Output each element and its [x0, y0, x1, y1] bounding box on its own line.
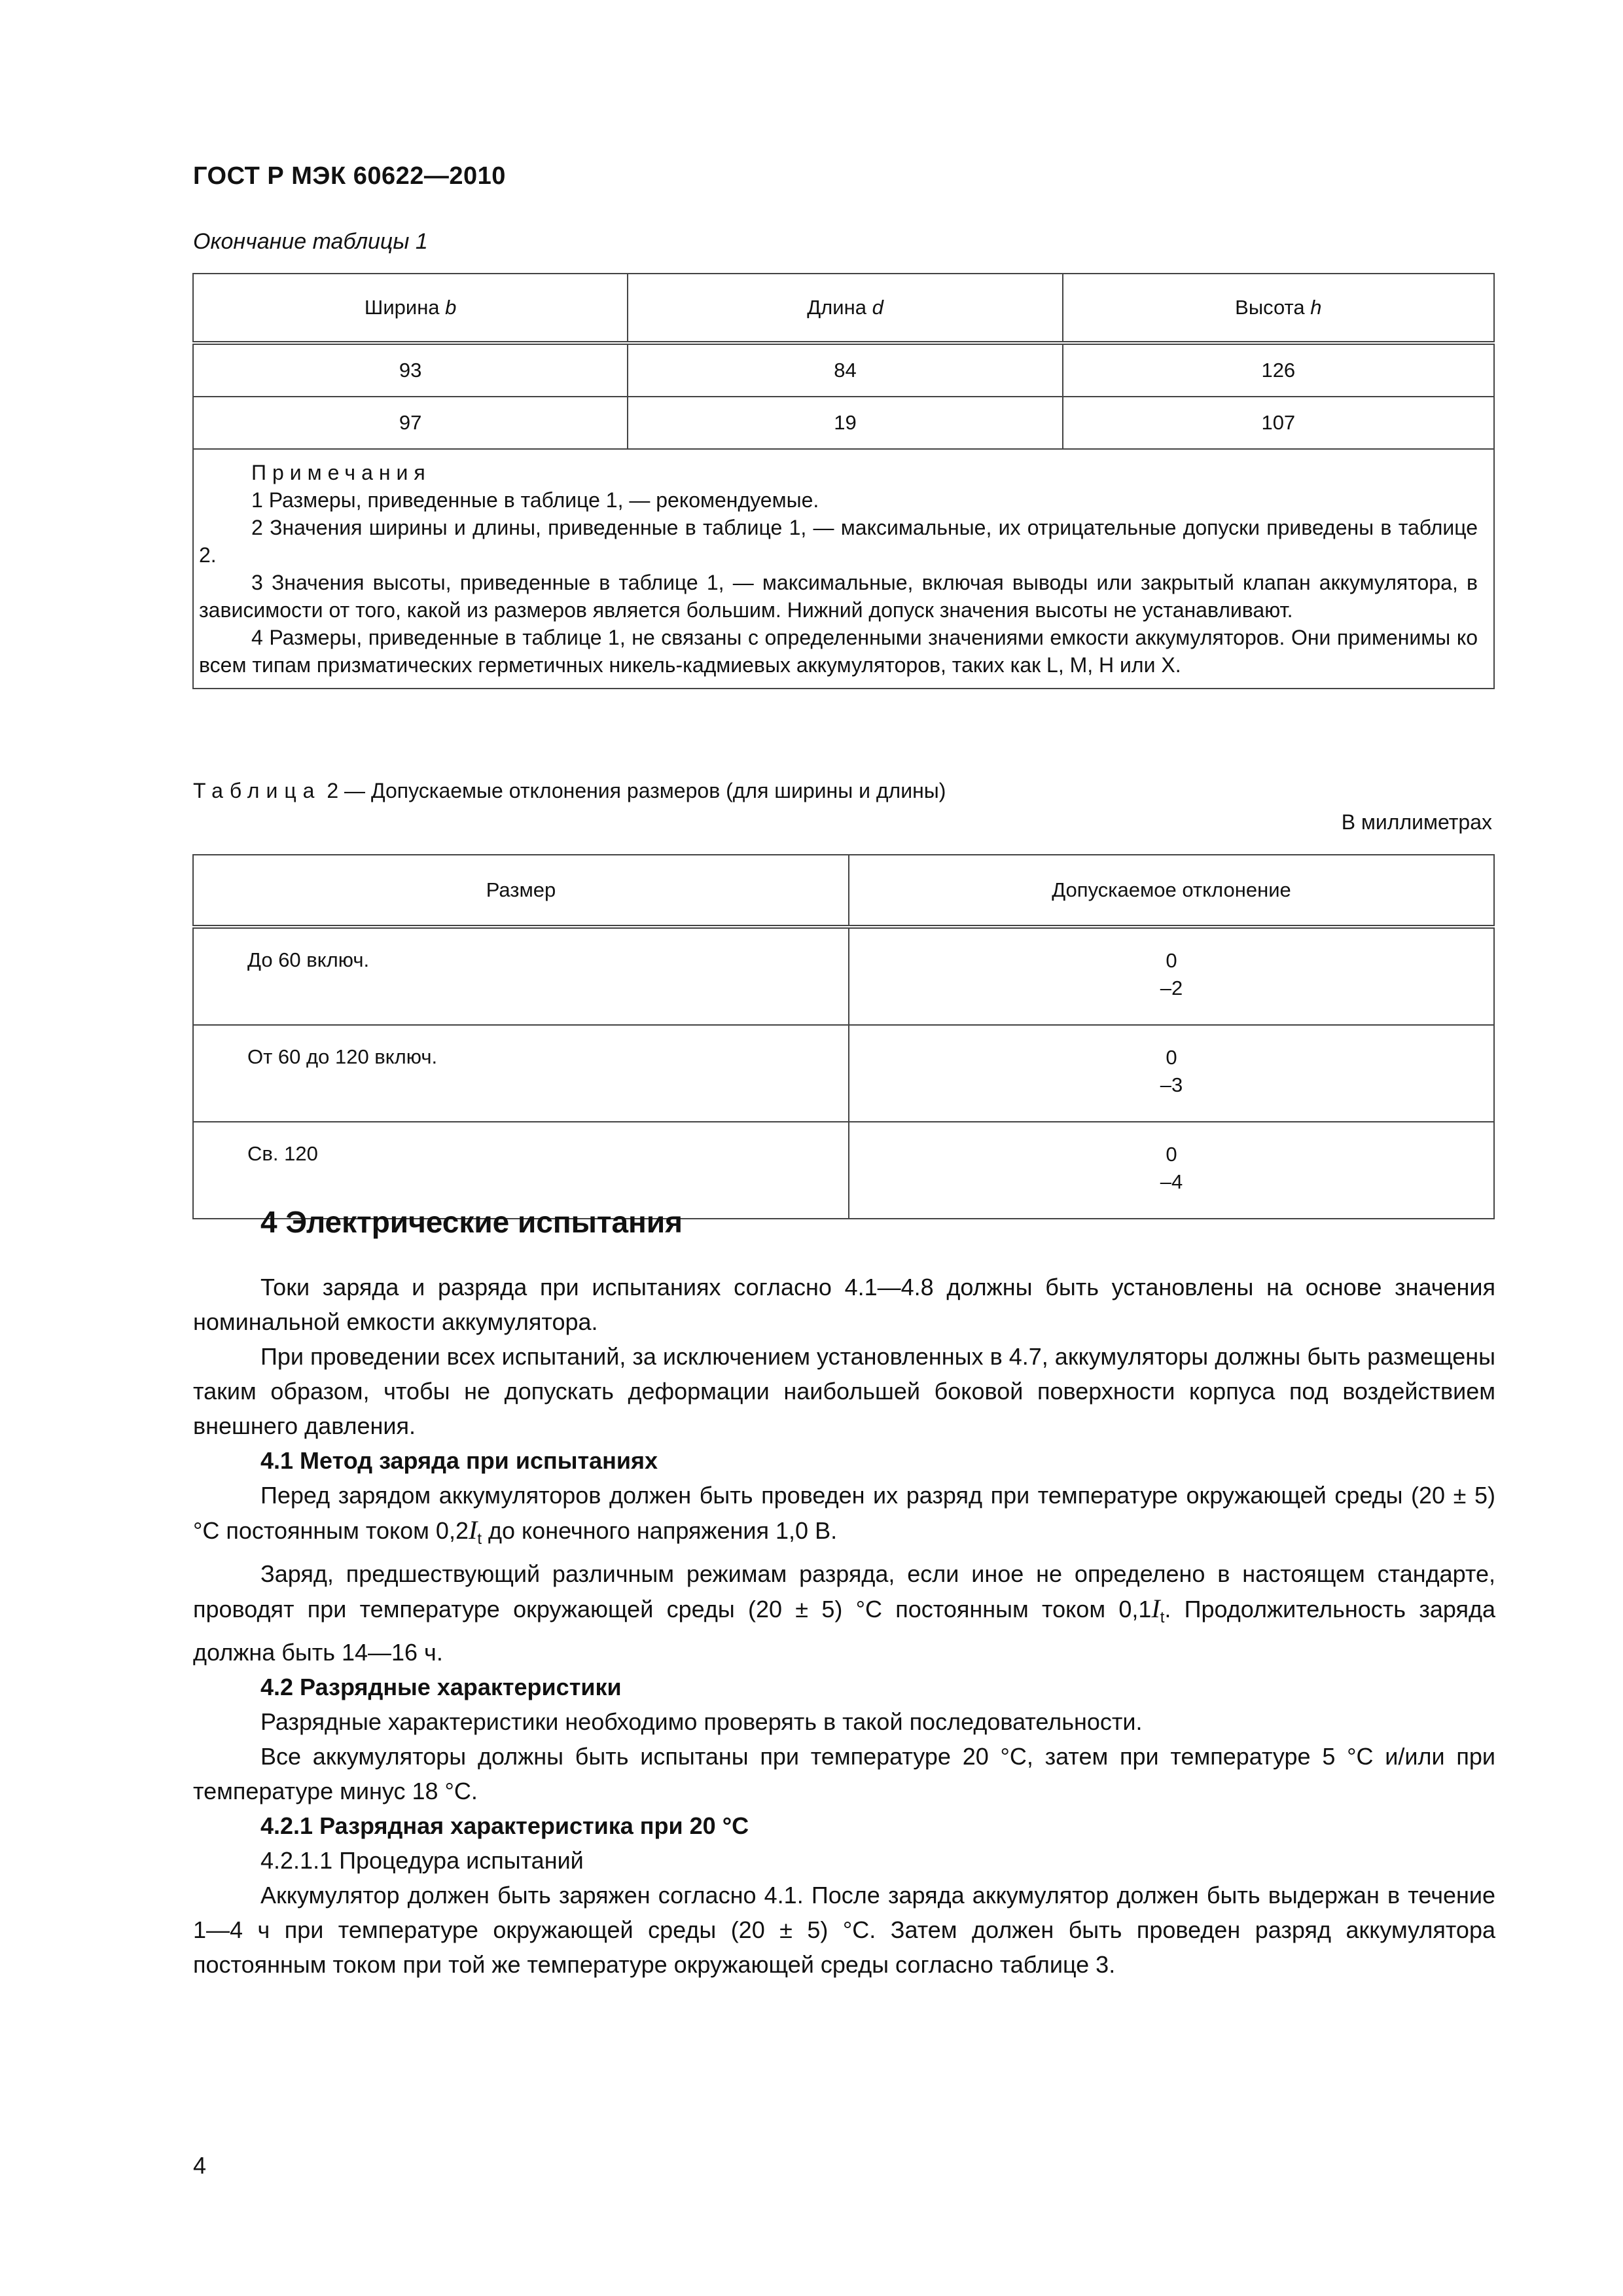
subsection-4-2-1-title: 4.2.1 Разрядная характеристика при 20 °С	[260, 1812, 749, 1840]
tolerance-cell: 0 –4	[849, 1122, 1494, 1219]
section-4-body	[193, 1270, 1495, 1982]
paragraph: Разрядные характеристики необходимо проверять в такой последовательности.	[260, 1708, 1143, 1736]
paragraph: Токи заряда и разряда при испытаниях согласно 4.1—4.8 должны быть установлены на основе значения номинальной емкости аккумулятора.	[193, 1274, 1495, 1335]
table1-header-length: Длина d	[628, 274, 1062, 343]
page-number: 4	[193, 2152, 207, 2179]
table1-notes	[193, 449, 1494, 689]
table-cell: 84	[628, 343, 1062, 397]
table1	[192, 273, 1495, 689]
table1-caption: Окончание таблицы 1	[193, 229, 428, 254]
table1-header-height: Высота h	[1063, 274, 1494, 343]
paragraph: Все аккумуляторы должны быть испытаны при температуре 20 °С, затем при температуре 5 °С и/или при температуре минус 18 °С.	[193, 1743, 1495, 1805]
table2-header-size: Размер	[193, 855, 849, 927]
table-cell: 19	[628, 397, 1062, 449]
note-item: 3 Значения высоты, приведенные в таблице 1, — максимальные, включая выводы или закрытый клапан аккумулятора, в зависимости от того, какой из размеров является большим. Нижний допуск значения высоты не устанавливают.	[199, 571, 1478, 622]
subsection-4-1-title: 4.1 Метод заряда при испытаниях	[260, 1447, 658, 1474]
tolerance-cell: 0 –3	[849, 1025, 1494, 1122]
table-cell: 107	[1063, 397, 1494, 449]
section-4-title: 4 Электрические испытания	[260, 1205, 683, 1239]
table-cell: 97	[193, 397, 628, 449]
paragraph: Аккумулятор должен быть заряжен согласно 4.1. После заряда аккумулятор должен быть выдержан в течение 1—4 ч при температуре окружающей среды (20 ± 5) °С. Затем должен быть проведен разряд аккумулятора постоянным током при той же температуре окружающей среды согласно таблице 3.	[193, 1882, 1495, 1979]
table-row	[193, 927, 1494, 1025]
document-header: ГОСТ Р МЭК 60622—2010	[193, 162, 506, 190]
size-cell: От 60 до 120 включ.	[193, 1025, 849, 1122]
table2	[192, 854, 1495, 1219]
tolerance-cell: 0 –2	[849, 927, 1494, 1025]
table2-title: Таблица 2 — Допускаемые отклонения размеров (для ширины и длины)	[193, 779, 946, 802]
table1-header-row	[193, 274, 1494, 343]
table2-units: В миллиметрах	[1341, 810, 1492, 834]
size-cell: До 60 включ.	[193, 927, 849, 1025]
table-row	[193, 1025, 1494, 1122]
table-row	[193, 397, 1494, 449]
table1-header-width: Ширина b	[193, 274, 628, 343]
paragraph: Заряд, предшествующий различным режимам разряда, если иное не определено в настоящем стандарте, проводят при температуре окружающей среды (20 ± 5) °С постоянным током $0,1I_t$. Продолжительность заряда должна быть 14—16 ч.	[193, 1560, 1495, 1666]
table-cell: 126	[1063, 343, 1494, 397]
table1-notes-row	[193, 449, 1494, 689]
paragraph: При проведении всех испытаний, за исключением установленных в 4.7, аккумуляторы должны быть размещены таким образом, чтобы не допускать деформации наибольшей боковой поверхности корпуса под воздействием внешнего давления.	[193, 1343, 1495, 1439]
table2-header-tolerance: Допускаемое отклонение	[849, 855, 1494, 927]
note-item: 1 Размеры, приведенные в таблице 1, — рекомендуемые.	[251, 488, 819, 512]
paragraph: Перед зарядом аккумуляторов должен быть проведен их разряд при температуре окружающей среды (20 ± 5) °С постоянным током $0,2I_t$ до конечного напряжения 1,0 В.	[193, 1482, 1495, 1549]
subsection-4-2-title: 4.2 Разрядные характеристики	[260, 1674, 622, 1701]
notes-title: Примечания	[251, 461, 431, 484]
subsection-4-2-1-1-title: 4.2.1.1 Процедура испытаний	[260, 1847, 584, 1874]
table2-header-row	[193, 855, 1494, 927]
table-cell: 93	[193, 343, 628, 397]
note-item: 4 Размеры, приведенные в таблице 1, не связаны с определенными значениями емкости аккумуляторов. Они применимы ко всем типам призматических герметичных никель-кадмиевых аккумуляторов, таких как L, M, H или X.	[199, 626, 1478, 677]
table-row	[193, 343, 1494, 397]
note-item: 2 Значения ширины и длины, приведенные в таблице 1, — максимальные, их отрицательные допуски приведены в таблице 2.	[199, 516, 1478, 567]
size-cell: Св. 120	[193, 1122, 849, 1219]
